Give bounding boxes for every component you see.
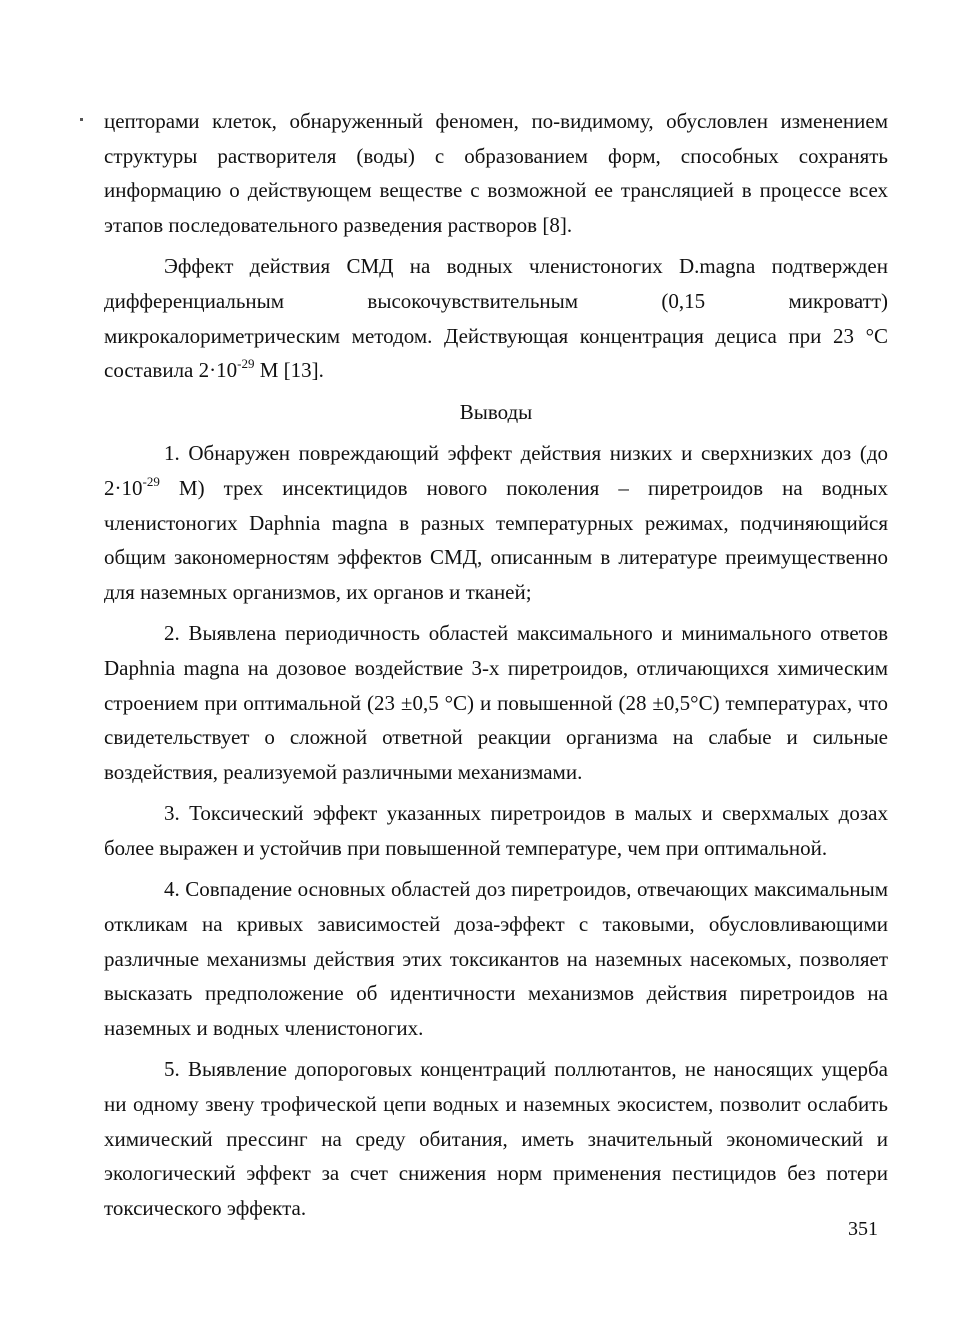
conclusion-4: 4. Совпадение основных областей доз пиретроидов, отвечающих максимальным откликам на кривых зависимостей доза-эффект с таковыми, обусловливающими различные механизмы действия этих токсикантов на наземных насекомых, позволяет высказать предположение об идентичности механизмов действия пиретроидов на наземных и водных членистоногих. <box>104 877 888 1040</box>
exponent: -29 <box>237 356 255 372</box>
page-body <box>104 104 888 1225</box>
page-number: 351 <box>848 1218 878 1240</box>
conclusion-3: 3. Токсический эффект указанных пиретроидов в малых и сверхмалых дозах более выражен и устойчив при повышенной температуре, чем при оптимальной. <box>104 801 888 860</box>
conclusion-5: 5. Выявление допороговых концентраций поллютантов, не наносящих ущерба ни одному звену трофической цепи водных и наземных экосистем, позволит ослабить химический прессинг на среду обитания, иметь значительный экономический и экологический эффект за счет снижения норм применения пестицидов без потери токсического эффекта. <box>104 1057 888 1220</box>
paragraph-continuation: цепторами клеток, обнаруженный феномен, по-видимому, обусловлен изменением структуры растворителя (воды) с образованием форм, способных сохранять информацию о действующем веществе с возможной ее трансляцией в процессе всех этапов последовательного разведения растворов [8]. <box>104 109 888 237</box>
text-fragment: 1. Обнаружен повреждающий эффект действия низких и сверхнизких доз (до 2·10 <box>104 441 888 500</box>
text-fragment: М [13]. <box>254 358 324 383</box>
paragraph-calorimetry <box>104 249 888 387</box>
exponent: -29 <box>142 473 160 489</box>
conclusion-2: 2. Выявлена периодичность областей максимального и минимального ответов Daphnia magna на дозовое воздействие 3-х пиретроидов, отличающихся химическим строением при оптимальной (23 ±0,5 °С) и повышенной (28 ±0,5°С) температурах, что свидетельствует о сложной ответной реакции организма на слабые и сильные воздействия, реализуемой различными механизмами. <box>104 621 888 784</box>
text-fragment: Эффект действия СМД на водных членистоногих D.magna подтвержден дифференциальным высокочувствительным (0,15 микроватт) микрокалориметрическим методом. Действующая концентрация дециса при 23 °С составила 2·10 <box>104 254 888 383</box>
scan-mark <box>80 118 83 121</box>
conclusion-1 <box>104 436 888 609</box>
text-fragment: М) трех инсектицидов нового поколения – пиретроидов на водных членистоногих Daphnia magna в разных температурных режимах, подчиняющийся общим закономерностям эффектов СМД, описанным в литературе преимущественно для наземных организмов, их органов и тканей; <box>104 475 888 604</box>
section-heading: Выводы <box>459 399 533 424</box>
